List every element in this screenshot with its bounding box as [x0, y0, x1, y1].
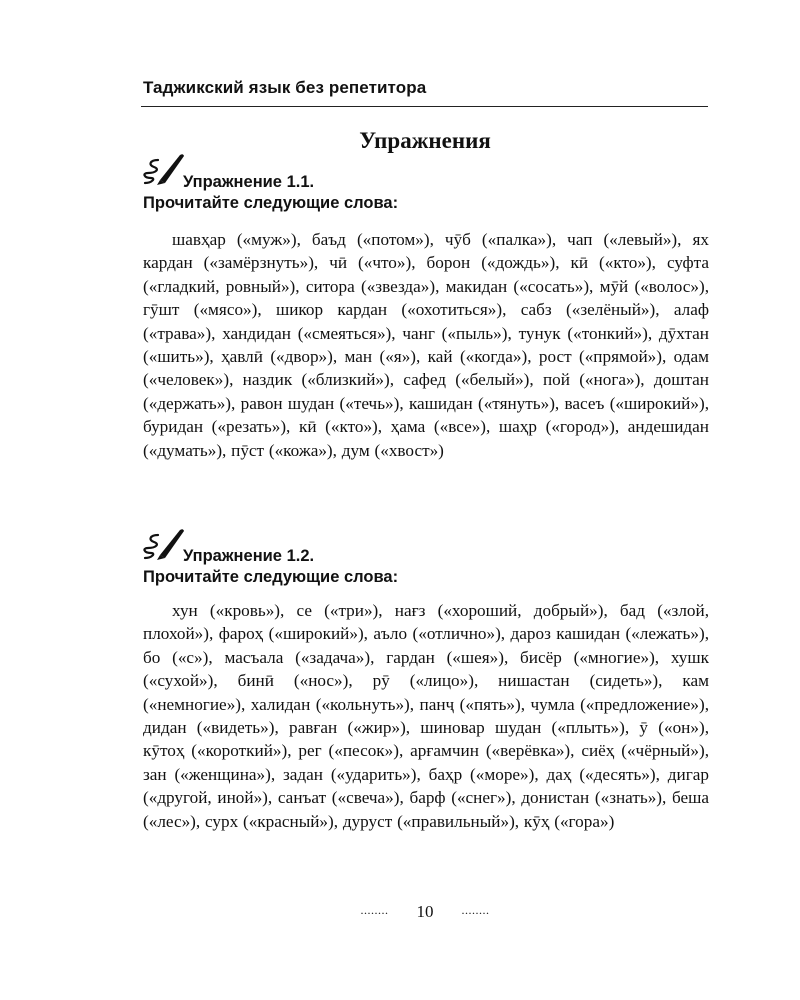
- exercise-2-title: Упражнение 1.2.: [183, 547, 315, 565]
- section-title: Упражнения: [359, 128, 491, 153]
- footer-dots-right: ........: [461, 903, 490, 917]
- exercise-2-heading: [143, 546, 398, 588]
- page-number: 10: [416, 902, 434, 921]
- exercise-1-heading: [143, 172, 398, 214]
- header-divider: [141, 106, 708, 107]
- exercise-1-instruction: Прочитайте следующие слова:: [143, 194, 399, 212]
- page-header: Таджикский язык без репетитора: [143, 78, 427, 97]
- exercise-1-text: шавҳар («муж»), баъд («потом»), чӯб («палка»), чап («левый»), ях кардан («замёрзнуть»), чӣ («что»), борон («дождь»), кӣ («кто»), суфта («гладкий, ровный»), ситора («звезда»), макидан («сосать»), мӯй («волос»), гӯшт («мясо»), шикор кардан («охотиться»), сабз («зелёный»), алаф («трава»), хандидан («смеяться»), чанг («пыль»), тунук («тонкий»), дӯхтан («шить»), ҳавлӣ («двор»), ман («я»), кай («когда»), рост («прямой»), одам («человек»), наздик («близкий»), сафед («белый»), пой («нога»), доштан («держать»), равон шудан («течь»), кашидан («тянуть»), васеъ («широкий»), буридан («резать»), кӣ («кто»), ҳама («все»), шаҳр («город»), андешидан («думать»), пӯст («кожа»), дум («хвост»): [143, 230, 709, 460]
- exercise-2-instruction: Прочитайте следующие слова:: [143, 568, 399, 586]
- page-footer: [340, 902, 510, 922]
- exercise-2-text: хун («кровь»), се («три»), нағз («хороший, добрый»), бад («злой, плохой»), фароҳ («широкий»), аъло («отлично»), дароз кашидан («лежать»), бо («с»), масъала («задача»), гардан («шея»), бисёр («многие»), хушк («сухой»), бинӣ («нос»), рӯ («лицо»), нишастан (сидеть»), кам («немногие»), халидан («кольнуть»), панҷ («пять»), чумла («предложение»), дидан («видеть»), равған («жир»), шиновар шудан («плыть»), ӯ («он»), кӯтоҳ («короткий»), рег («песок»), арғамчин («верёвка»), сиёҳ («чёрный»), зан («женщина»), задан («ударить»), баҳр («море»), даҳ («десять»), дигар («другой, иной»), санъат («свеча»), барф («снег»), донистан («знать»), беша («лес»), сурх («красный»), дуруст («правильный»), кӯҳ («гора»): [143, 601, 709, 831]
- exercise-1-title: Упражнение 1.1.: [183, 173, 315, 191]
- footer-dots-left: ........: [360, 903, 389, 917]
